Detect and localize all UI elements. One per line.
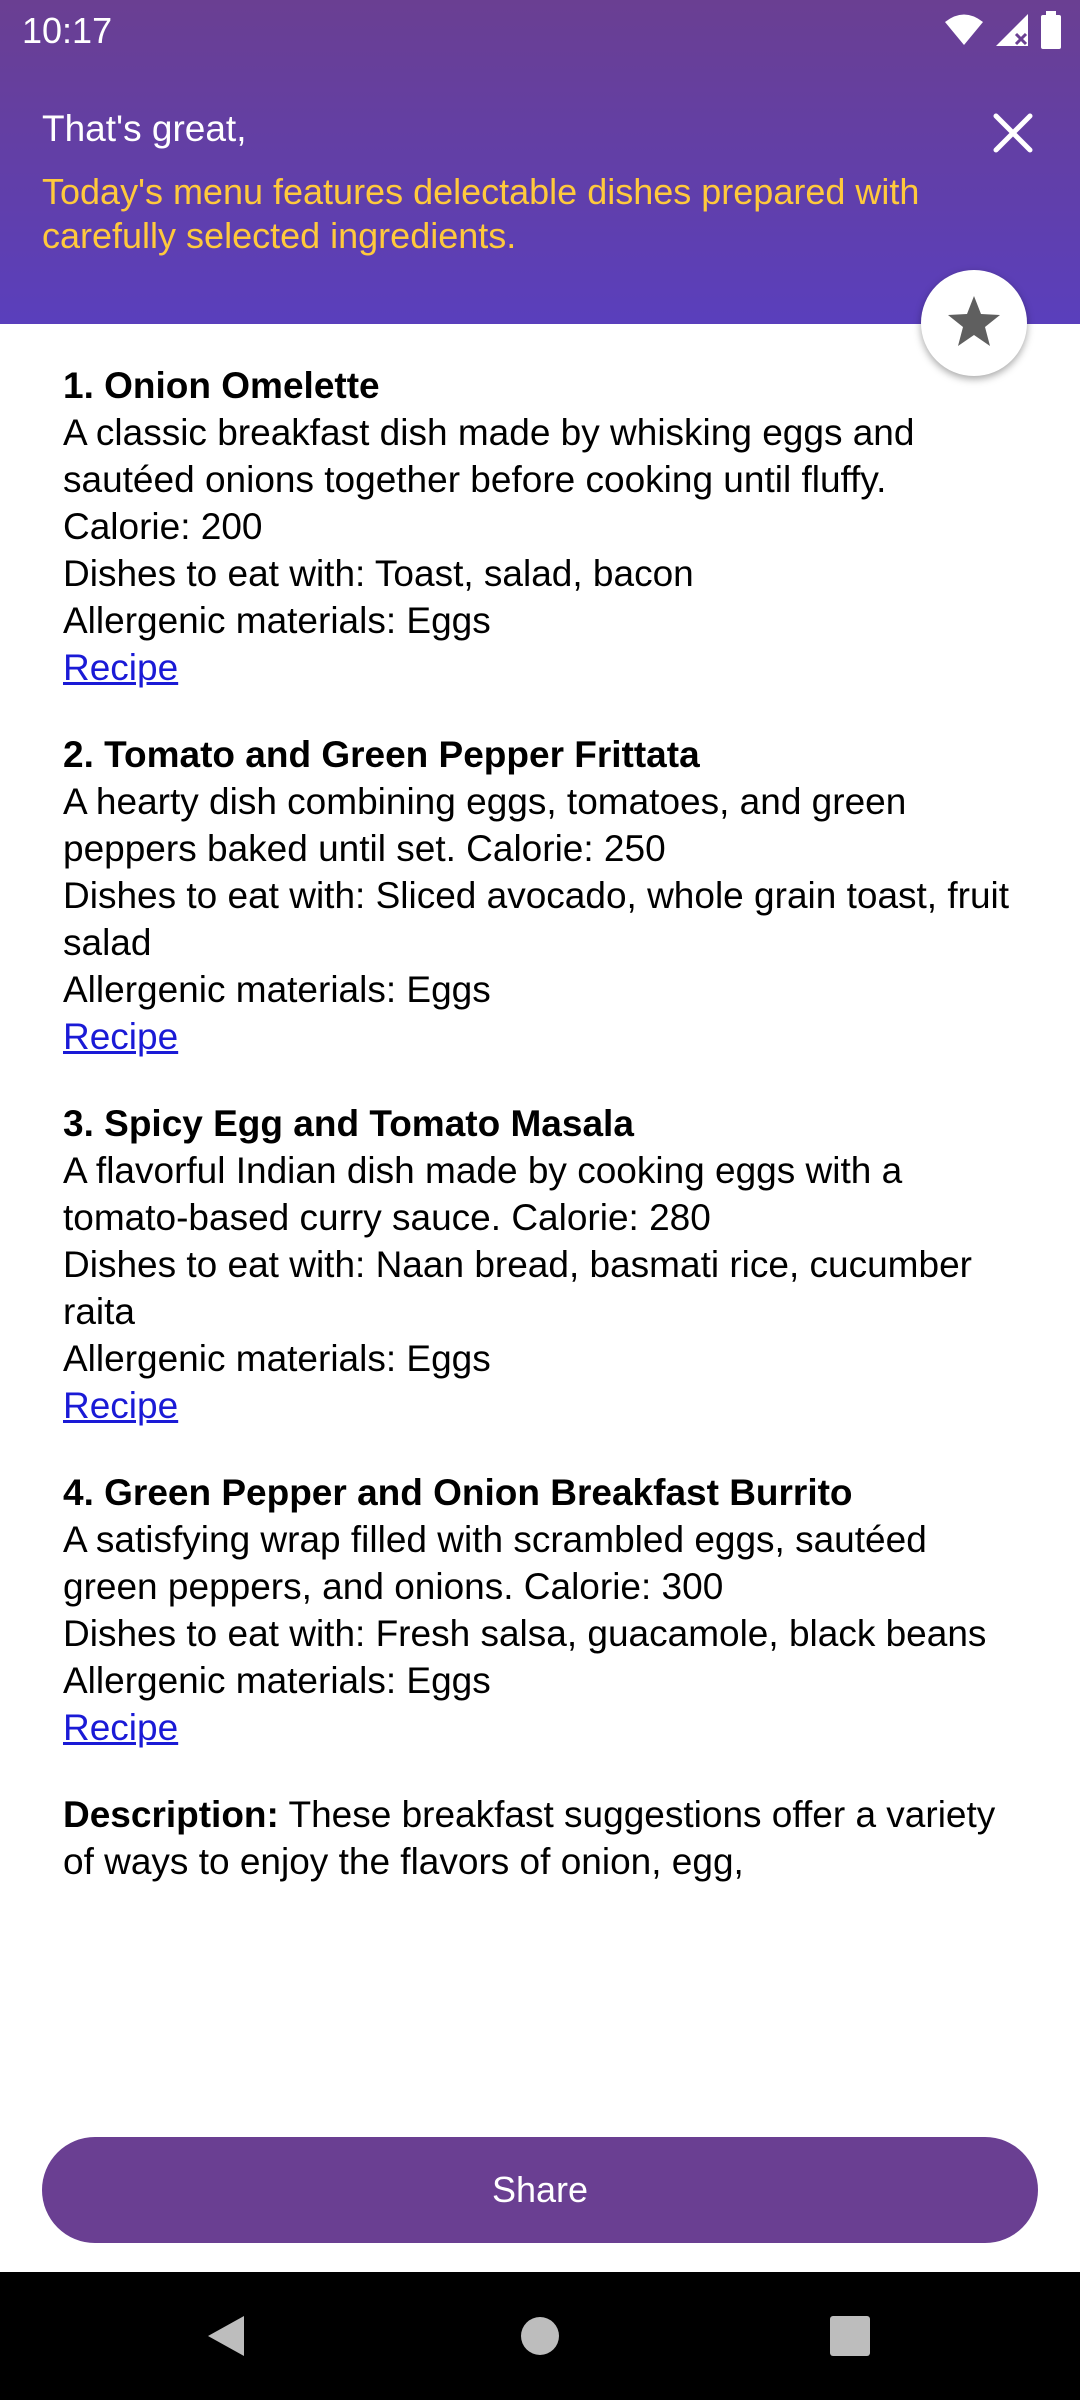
header-subtitle: Today's menu features delectable dishes prepared with carefully selected ingredients. bbox=[42, 171, 920, 256]
home-circle-icon bbox=[519, 2315, 561, 2362]
dish-allergens: Allergenic materials: Eggs bbox=[63, 1338, 491, 1379]
favorite-button[interactable] bbox=[921, 270, 1027, 376]
recipe-link[interactable]: Recipe bbox=[63, 647, 179, 688]
description-text: These breakfast suggestions offer a variety of ways to enjoy the flavors of onion, egg, bbox=[63, 1794, 996, 1882]
dish-description: A classic breakfast dish made by whisking eggs and sautéed onions together before cooking until fluffy. bbox=[63, 412, 915, 500]
status-icons bbox=[944, 12, 1062, 52]
dish-description: A satisfying wrap filled with scrambled eggs, sautéed green peppers, and onions. Calorie: 300 bbox=[63, 1519, 927, 1607]
dish-allergens: Allergenic materials: Eggs bbox=[63, 600, 491, 641]
wifi-icon bbox=[944, 13, 984, 52]
recipe-link[interactable]: Recipe bbox=[63, 1707, 179, 1748]
back-triangle-icon bbox=[206, 2314, 246, 2363]
recipe-link[interactable]: Recipe bbox=[63, 1385, 179, 1426]
dish-item bbox=[63, 1100, 1023, 1429]
dish-description: A hearty dish combining eggs, tomatoes, and green peppers baked until set. Calorie: 250 bbox=[63, 781, 907, 869]
status-time: 10:17 bbox=[22, 10, 113, 51]
dish-title: 2. Tomato and Green Pepper Frittata bbox=[63, 734, 700, 775]
dish-calorie: Calorie: 200 bbox=[63, 506, 263, 547]
dish-pairings: Dishes to eat with: Naan bread, basmati rice, cucumber raita bbox=[63, 1244, 972, 1332]
recents-button[interactable] bbox=[820, 2308, 880, 2368]
dish-item bbox=[63, 362, 1023, 691]
dish-item bbox=[63, 731, 1023, 1060]
dish-description: A flavorful Indian dish made by cooking eggs with a tomato-based curry sauce. Calorie: 280 bbox=[63, 1150, 903, 1238]
menu-content bbox=[63, 362, 1023, 1885]
dish-allergens: Allergenic materials: Eggs bbox=[63, 969, 491, 1010]
dish-pairings: Dishes to eat with: Toast, salad, bacon bbox=[63, 553, 694, 594]
system-navigation-bar bbox=[0, 2272, 1080, 2400]
recipe-link[interactable]: Recipe bbox=[63, 1016, 179, 1057]
status-bar bbox=[0, 0, 1080, 64]
signal-icon bbox=[994, 12, 1030, 53]
header-banner bbox=[0, 0, 1080, 324]
dish-title: 4. Green Pepper and Onion Breakfast Burrito bbox=[63, 1472, 853, 1513]
close-icon bbox=[993, 113, 1033, 158]
close-button[interactable] bbox=[988, 110, 1038, 160]
dish-title: 1. Onion Omelette bbox=[63, 365, 380, 406]
dish-title: 3. Spicy Egg and Tomato Masala bbox=[63, 1103, 634, 1144]
battery-icon bbox=[1040, 11, 1062, 54]
star-icon bbox=[946, 294, 1002, 353]
header-title: That's great, bbox=[42, 108, 247, 149]
share-button[interactable]: Share bbox=[42, 2137, 1038, 2243]
back-button[interactable] bbox=[196, 2308, 256, 2368]
dish-allergens: Allergenic materials: Eggs bbox=[63, 1660, 491, 1701]
description-paragraph bbox=[63, 1791, 1023, 1885]
home-button[interactable] bbox=[510, 2308, 570, 2368]
description-label: Description: bbox=[63, 1794, 279, 1835]
dish-pairings: Dishes to eat with: Sliced avocado, whole grain toast, fruit salad bbox=[63, 875, 1010, 963]
dish-item bbox=[63, 1469, 1023, 1751]
recents-square-icon bbox=[829, 2315, 871, 2362]
dish-pairings: Dishes to eat with: Fresh salsa, guacamole, black beans bbox=[63, 1613, 987, 1654]
